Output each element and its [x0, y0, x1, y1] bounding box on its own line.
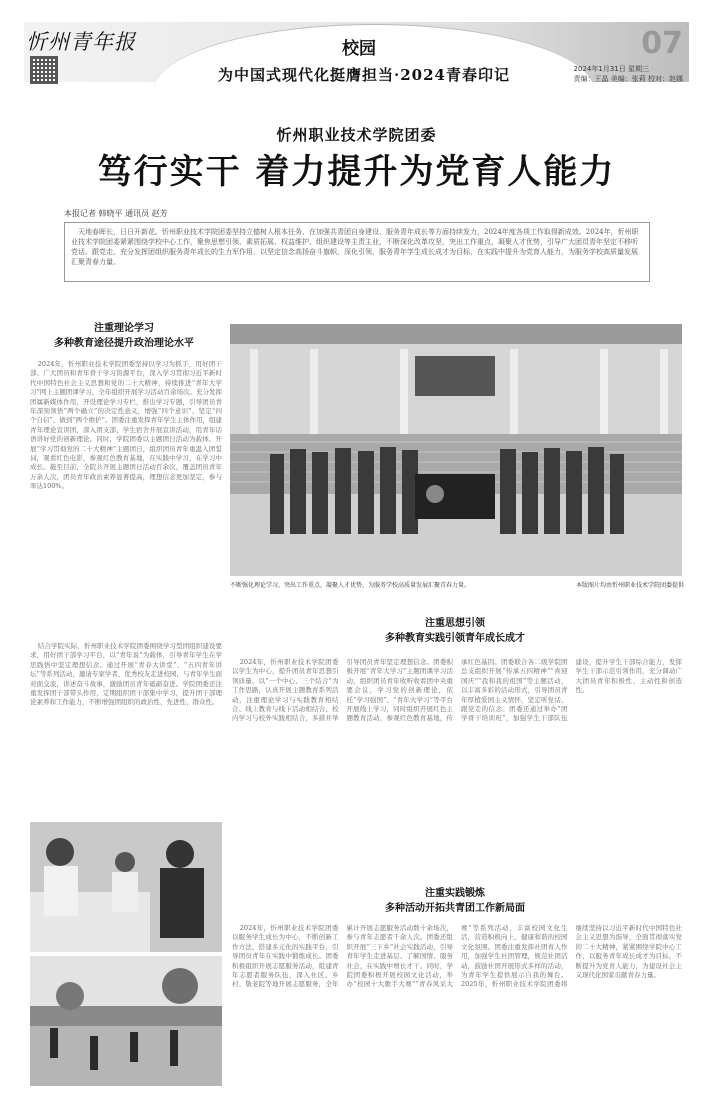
section-1-heading	[24, 319, 224, 349]
section-2-heading	[330, 614, 580, 644]
section-1-body: 2024年，忻州职业技术学院团委坚持以学习为抓手，用好团干部、广大团员和青年骨干学习资源平台，深入学习贯彻习近平新时代中国特色社会主义思想和党的二十大精神，持续推进“青年大学习”网上主题团课学习，全年组织开展学习活动百余场次。充分发挥团属新媒体作用，开设理论学习专栏，推出学习专题，引导团员青年深刻领悟“两个确立”的决定性意义，增强“四个意识”、坚定“四个自信”、做到“两个维护”。团委注重发挥青年学生主体作用，组建青年理论宣讲团，深入团支部、学生宿舍开展宣讲活动，用青年话语讲好党的创新理论。同时，学院团委以主题团日活动为载体，开展“学习贯彻党的二十大精神”主题团日，组织团员青年重温入团誓词，观看红色电影，参观红色教育基地，在实践中学习，在学习中成长。截至目前，全院共开展主题团日活动百余次，覆盖团员青年万余人次，团员青年政治素养显著提高，理想信念更加坚定，参与率达100%。	[30, 360, 222, 491]
section-2-body: 2024年，忻州职业技术学院团委以学生为中心，提升团员青年思想引领质量，以“一个中心、三个结合”为工作思路，认真开展主题教育系列活动，注重理论学习与实践教育相结合、线上教育与线下活动相结合、校内学习与校外实践相结合，多措并举引导团员青年坚定理想信念。团委积极开展“青年大学习”主题团课学习活动，组织团员青年收听收看团中央重要会议，学习党的创新理论，依托“学习强国”、“青年大学习”等平台开展线上学习，同时组织开展红色主题教育活动，参观红色教育基地，传承红色基因。团委联合各二级学院团总支组织开展“传承五四精神”“喜迎国庆”“我和我的祖国”等主题活动，以丰富多彩的活动形式，引导团员青年厚植爱国主义情怀，坚定听党话、跟党走的信念。团委还通过举办“团学骨干培训班”，加强学生干部队伍建设，提升学生干部综合能力，发挥学生干部示范引领作用，充分调动广大团员青年积极性、主动性和创造性。	[232, 658, 682, 723]
date-line: 2024年1月31日 星期三	[573, 65, 649, 73]
section-3-subtitle: 多种活动开拓共青团工作新局面	[385, 903, 525, 914]
sports-photo-illustration	[30, 956, 222, 1086]
section-1-subtitle: 多种教育途径提升政治理论水平	[54, 338, 194, 349]
article-kicker: 忻州职业技术学院团委	[276, 126, 437, 144]
section-1-body-continued: 结合学院实际，忻州职业技术学院团委围绕学习型团组织建设要求，用好团干部学习平台，以“青年说”为载体，引导青年学生在学思践悟中坚定理想信念。通过开展“青春大讲堂”、“五四青年讲坛”等系列活动，邀请专家学者、优秀校友走进校园，与青年学生面对面交流，讲述奋斗故事，激励团员青年砥砺奋进。学院团委还注重发挥团干部带头作用，定期组织团干部集中学习，提升团干部理论素养和工作能力，不断增强团组织的政治性、先进性、群众性。	[30, 642, 222, 707]
sports-photo	[30, 956, 222, 1086]
teaching-photo	[30, 822, 222, 952]
article-byline: 本报记者 韩晓平 通讯员 赵芳	[64, 209, 168, 218]
section-subtitle: 为中国式现代化挺膺担当·2024青春印记	[218, 66, 510, 84]
section-2-title: 注重思想引领	[425, 618, 485, 629]
section-2-subtitle: 多种教育实践引领青年成长成才	[385, 633, 525, 644]
section-3-title: 注重实践锻炼	[425, 888, 485, 899]
section-1-title: 注重理论学习	[94, 323, 154, 334]
section-3-heading	[330, 884, 580, 914]
article-lead: 天地春晖长，日日开新花。忻州职业技术学院团委坚持立德树人根本任务，在加强共青团自身建设、服务青年成长等方面持续发力，2024年度各项工作取得新成效。2024年，忻州职业技术学院团委紧紧围绕学校中心工作，聚焦思想引领、素质拓展、权益维护、组织建设等主责主业，不断深化改革攻坚，突出工作重点，凝聚人才优势，引导广大团员青年坚定不移听党话、跟党走，充分发挥团组织服务青年成长的生力军作用，以坚定信念高扬奋斗旗帜，深化引领，服务青年学生成长成才为目标，在实践中提升为党育人能力，为服务学校高质量发展汇聚青春力量。	[64, 222, 650, 282]
newspaper-page	[24, 22, 689, 1090]
section-name: 校园	[342, 39, 376, 59]
qr-code-icon	[30, 56, 58, 84]
masthead	[24, 22, 689, 104]
group-photo-illustration	[230, 324, 682, 576]
article-headline: 笃行实干 着力提升为党育人能力	[97, 152, 616, 192]
page-number: 07	[641, 26, 683, 61]
paper-name: 忻州青年报	[26, 30, 136, 54]
photo-credit: 本版图片均由忻州职业技术学院团委提供	[575, 582, 684, 589]
masthead-info	[574, 64, 683, 84]
main-group-photo	[230, 324, 682, 576]
section-3-body: 2024年，忻州职业技术学院团委以服务学生成长为中心，不断创新工作方法，搭建多元化的实践平台，引导团员青年在实践中锻炼成长。团委积极组织开展志愿服务活动，组建青年志愿者服务队伍，深入社区、乡村、敬老院等地开展志愿服务，全年累计开展志愿服务活动数十余场次，参与青年志愿者千余人次。团委还组织开展“三下乡”社会实践活动，引导青年学生走进基层、了解国情、服务社会，在实践中增长才干。同时，学院团委积极开展校园文化活动，举办“校园十大歌手大赛”“青春风采大赛”等系列活动，丰富校园文化生活，营造积极向上、健康和谐的校园文化氛围。团委注重发挥社团育人作用，加强学生社团管理，规范社团活动，鼓励社团开展形式多样的活动，为青年学生提供展示自我的舞台。2025年，忻州职业技术学院团委将继续坚持以习近平新时代中国特色社会主义思想为指导，全面贯彻落实党的二十大精神，紧紧围绕学院中心工作，以服务青年成长成才为目标，不断提升为党育人能力，为建设社会主义现代化国家贡献青春力量。	[232, 924, 682, 989]
editor-line: 责编：王晶 美编：张莉 校对：赵娜	[573, 75, 683, 83]
main-photo-caption: 不断强化理论学习，突出工作重点，凝聚人才优势，为服务学校高质量发展汇聚青春力量。	[230, 582, 471, 589]
teaching-photo-illustration	[30, 822, 222, 952]
